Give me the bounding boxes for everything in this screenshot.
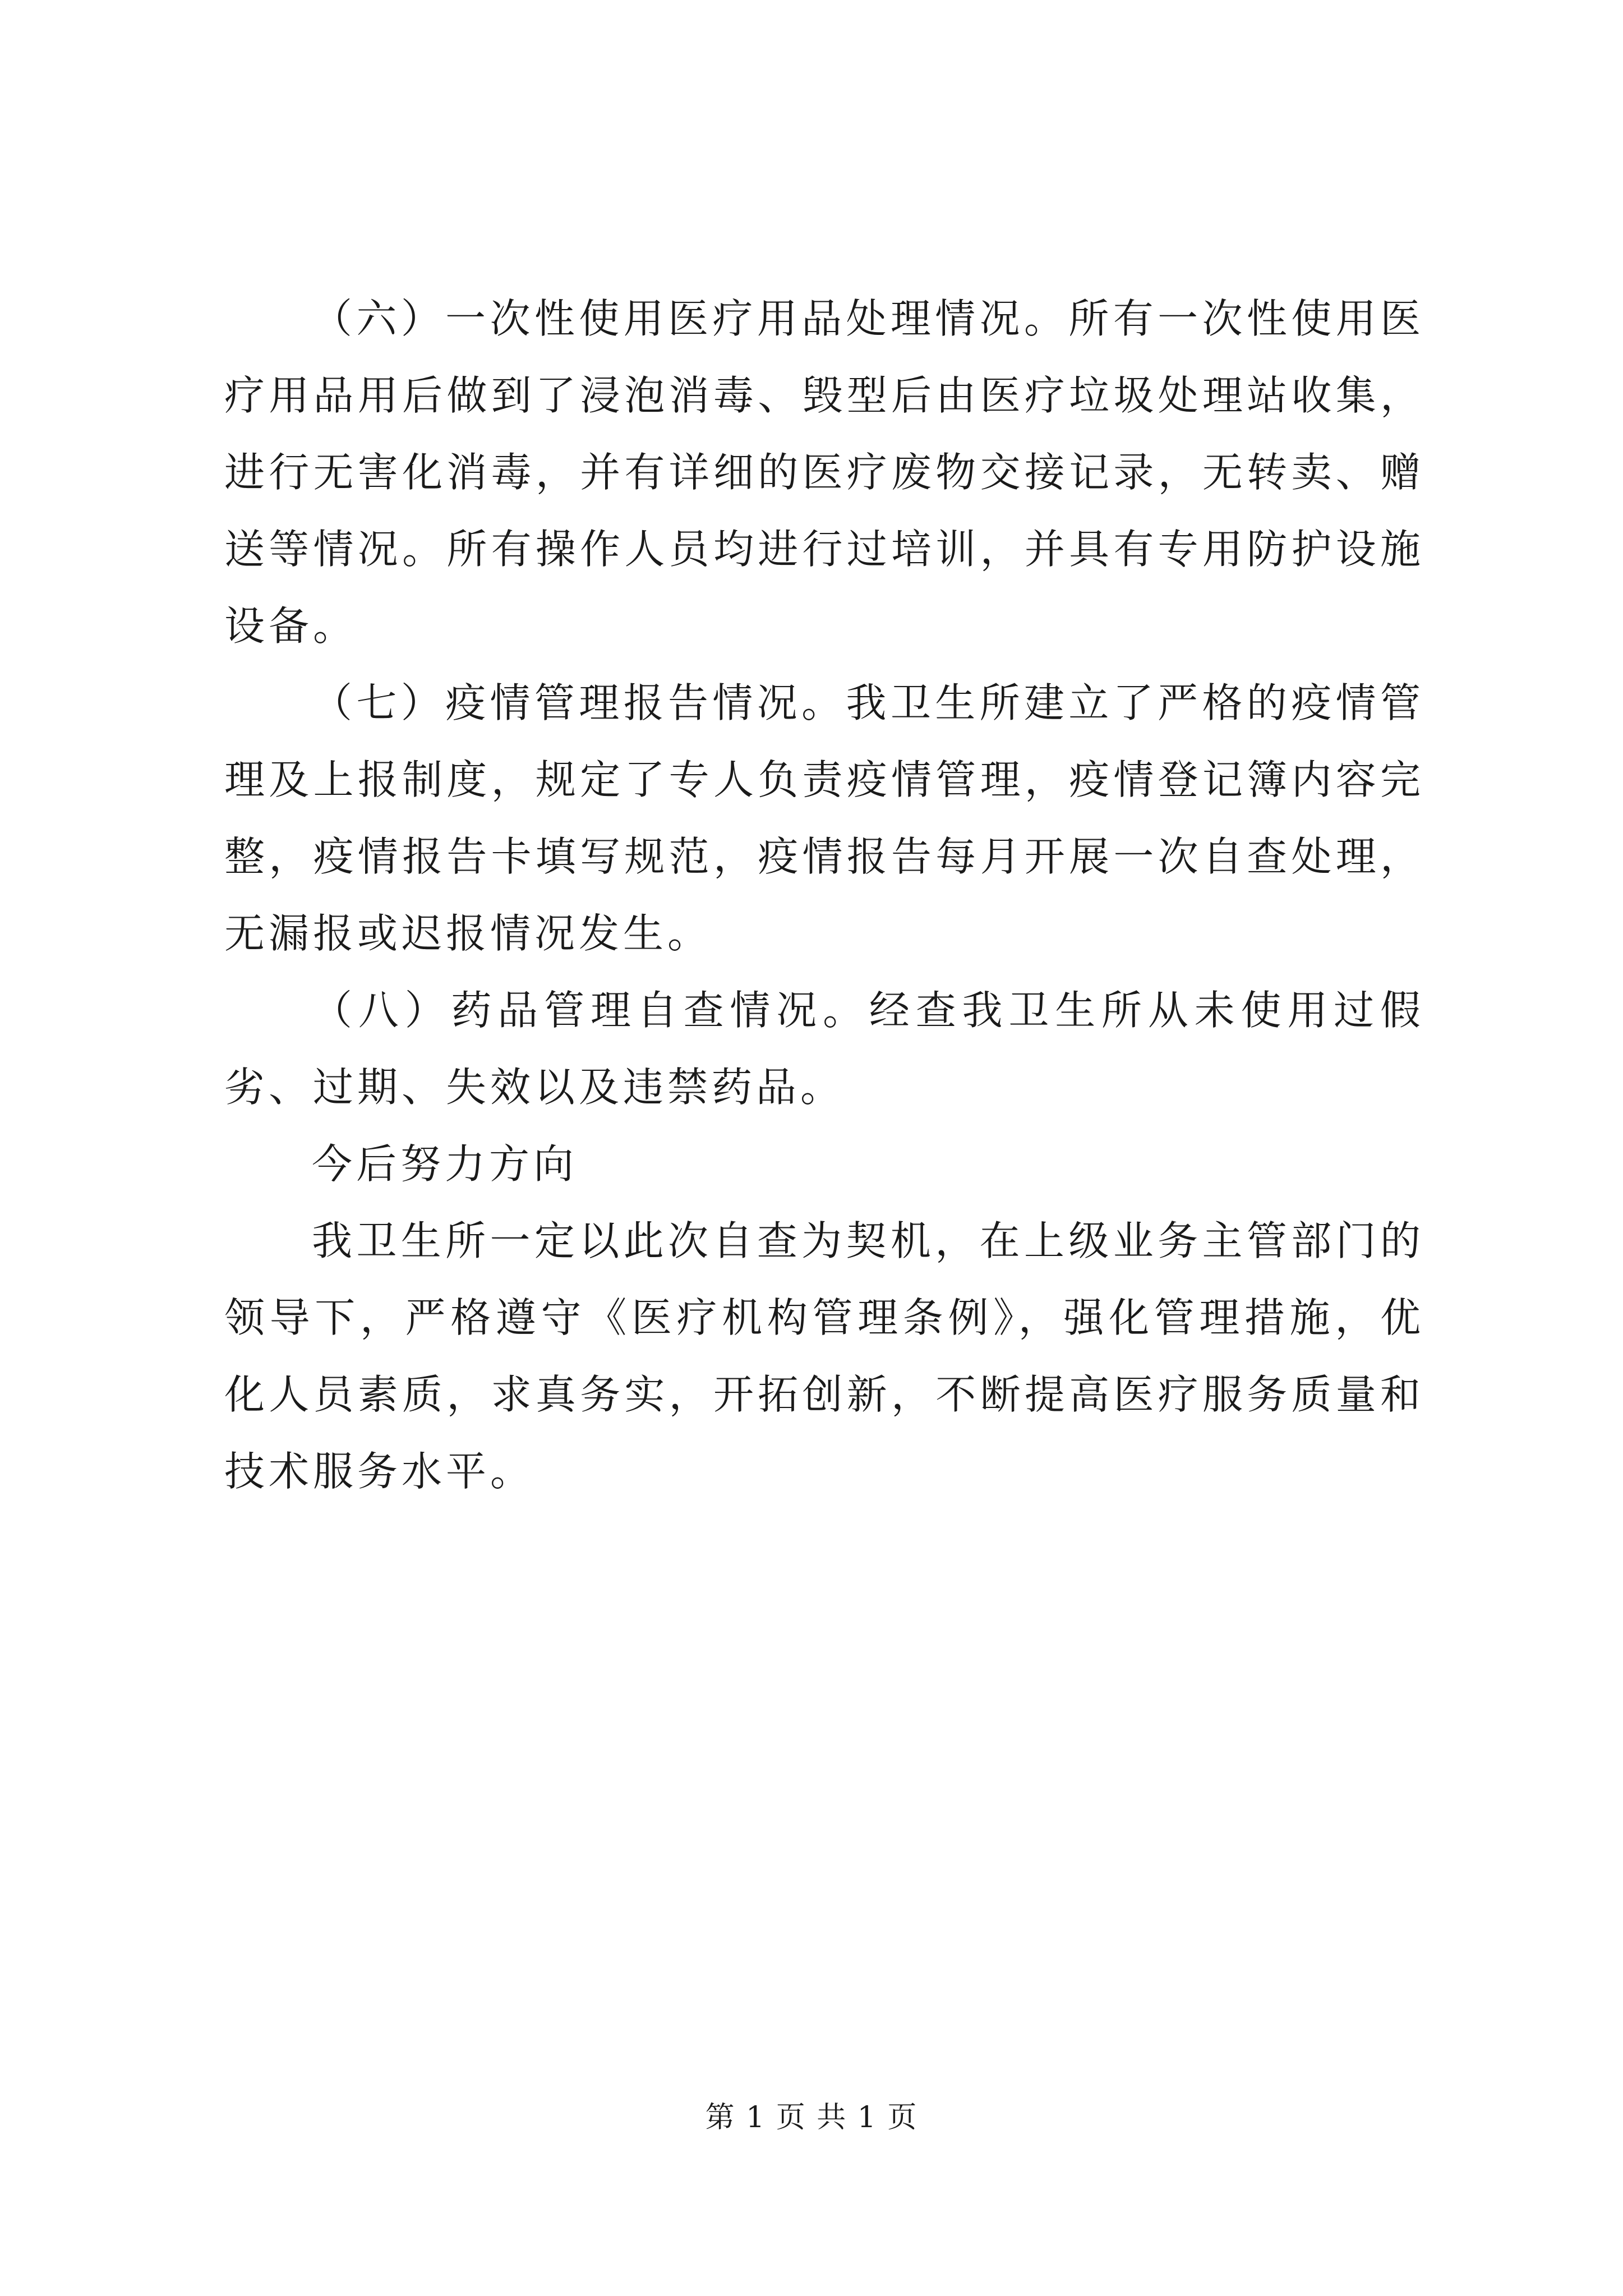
paragraph-disposable-supplies: （六）一次性使用医疗用品处理情况。所有一次性使用医疗用品用后做到了浸泡消毒、毁型后由医疗垃圾处理站收集，进行无害化消毒，并有详细的医疗废物交接记录，无转卖、赠送等情况。所有操作人员均进行过培训，并具有专用防护设施设备。: [224, 295, 1424, 650]
page-number-footer: 第 1 页 共 1 页: [705, 2101, 918, 2134]
paragraph-epidemic-reporting: （七）疫情管理报告情况。我卫生所建立了严格的疫情管理及上报制度，规定了专人负责疫情管理，疫情登记簿内容完整，疫情报告卡填写规范，疫情报告每月开展一次自查处理，无漏报或迟报情况发生。: [224, 679, 1424, 957]
section-heading-future-direction: 今后努力方向: [312, 1140, 578, 1188]
paragraph-future-direction: 我卫生所一定以此次自查为契机，在上级业务主管部门的领导下，严格遵守《医疗机构管理条例》，强化管理措施，优化人员素质，求真务实，开拓创新，不断提高医疗服务质量和技术服务水平。: [224, 1217, 1424, 1495]
document-body: [224, 280, 1424, 1510]
paragraph-drug-management: （八）药品管理自查情况。经查我卫生所从未使用过假劣、过期、失效以及违禁药品。: [224, 987, 1424, 1111]
